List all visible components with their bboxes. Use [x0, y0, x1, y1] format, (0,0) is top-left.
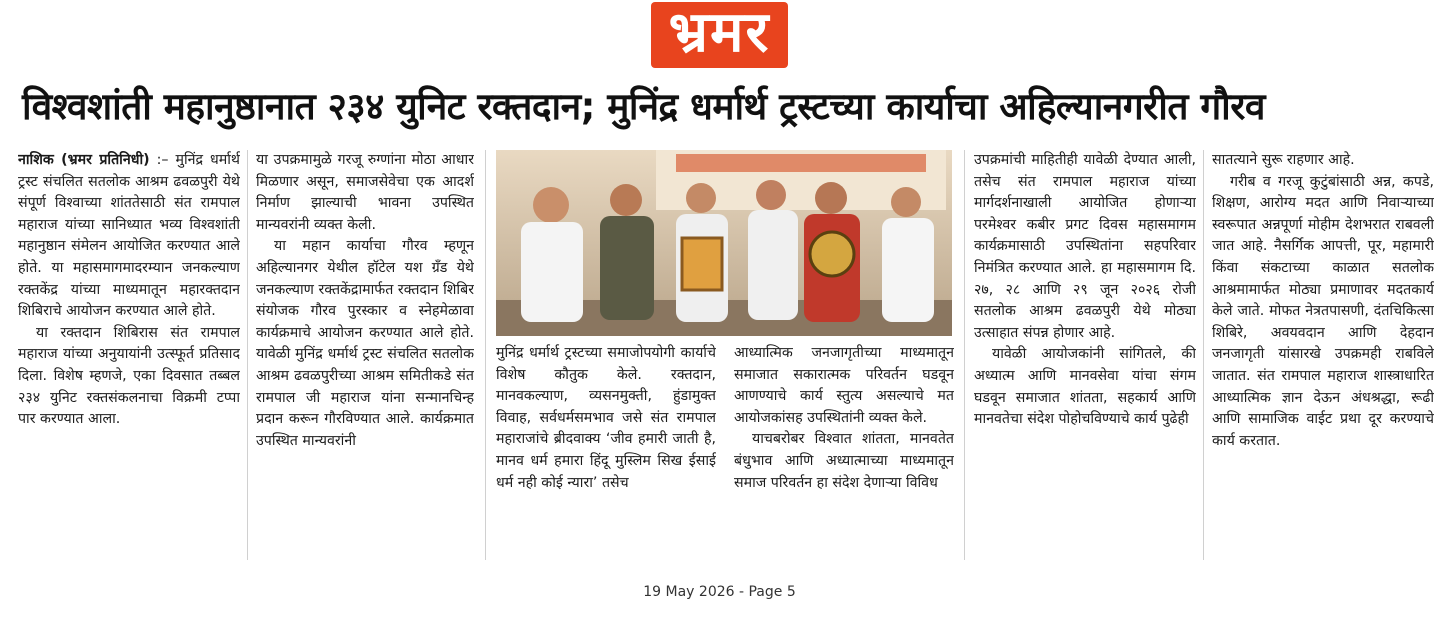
- article-column-3b: [734, 343, 954, 563]
- column-divider: [247, 150, 248, 560]
- paragraph: याचबरोबर विश्वात शांतता, मानवतेत बंधुभाव आणि अध्यात्माच्या माध्यमातून समाज परिवर्तन हा संदेश देणाऱ्या विविध: [734, 431, 954, 491]
- article-column-3a: [496, 343, 716, 563]
- column-divider: [1203, 150, 1204, 560]
- page-footer: 19 May 2026 - Page 5: [643, 584, 796, 600]
- paragraph: सातत्याने सुरू राहणार आहे.: [1212, 152, 1355, 168]
- article-column-4: [974, 150, 1196, 562]
- article-column-5: [1212, 150, 1434, 562]
- paragraph: या महान कार्याचा गौरव म्हणून अहिल्यानगर येथील हॉटेल यश ग्रँड येथे जनकल्याण रक्तकेंद्रामार्फत रक्तदान शिबिर संयोजक गौरव पुरस्कार व स्नेहमेळावा कार्यक्रमाचे आयोजन करण्यात आले होते. यावेळी मुनिंद्र धर्मार्थ ट्रस्ट संचलित सतलोक आश्रम ढवळपुरीच्या आश्रम समितीकडे संत रामपाल जी महाराज यांना सन्मानचिन्ह प्रदान करून गौरविण्यात आले. कार्यक्रमात उपस्थित मान्यवरांनी: [256, 238, 474, 449]
- column-divider: [485, 150, 486, 560]
- article-column-1: [18, 150, 240, 562]
- masthead: [0, 2, 1439, 68]
- paragraph: आध्यात्मिक जनजागृतीच्या माध्यमातून समाजात सकारात्मक परिवर्तन घडवून आणण्याचे कार्य स्तुत्य असल्याचे मत आयोजकांसह उपस्थितांनी व्यक्त केले.: [734, 345, 954, 426]
- newspaper-logo: भ्रमर: [651, 2, 789, 68]
- article-headline: विश्वशांती महानुष्ठानात २३४ युनिट रक्तदान; मुनिंद्र धर्मार्थ ट्रस्टच्या कार्याचा अहिल्यानगरीत गौरव: [22, 85, 1265, 128]
- article-column-2: [256, 150, 474, 562]
- article-photo: [496, 150, 952, 336]
- paragraph: उपक्रमांची माहितीही यावेळी देण्यात आली, तसेच संत रामपाल महाराज यांच्या मार्गदर्शनाखाली आयोजित होणाऱ्या परमेश्वर कबीर प्रगट दिवस महासमागम कार्यक्रमासाठी उपस्थितांना सहपरिवार निमंत्रित करण्यात आले. हा महासमागम दि. २७, २८ आणि २९ जून २०२६ रोजी सतलोक आश्रम ढवळपुरी येथे मोठ्या उत्साहात संपन्न होणार आहे.: [974, 152, 1196, 341]
- paragraph: :– मुनिंद्र धर्मार्थ ट्रस्ट संचलित सतलोक आश्रम ढवळपुरी येथे संपूर्ण विश्वाच्या शांततेसाठी संत रामपाल महाराज यांच्या सानिध्यात भव्य विश्वशांती महानुष्ठान संमेलन आयोजित करण्यात आले होते. या महासमागमादरम्यान जनकल्याण रक्तकेंद्र यांच्या माध्यमातून महारक्तदान शिबिराचे आयोजन करण्यात आले होते.: [18, 152, 240, 320]
- dateline: नाशिक (भ्रमर प्रतिनिधी): [18, 152, 150, 168]
- dateline-paragraph: [18, 150, 240, 323]
- paragraph: या रक्तदान शिबिरास संत रामपाल महाराज यांच्या अनुयायांनी उत्स्फूर्त प्रतिसाद दिला. विशेष म्हणजे, एका दिवसात तब्बल २३४ युनिट रक्तसंकलनाचा विक्रमी टप्पा पार करण्यात आला.: [18, 324, 240, 428]
- paragraph: मुनिंद्र धर्मार्थ ट्रस्टच्या समाजोपयोगी कार्याचे विशेष कौतुक केले. रक्तदान, मानवकल्याण, व्यसनमुक्ती, हुंडामुक्त विवाह, सर्वधर्मसमभाव जसे संत रामपाल महाराजांचे ब्रीदवाक्य ‘जीव हमारी जाती है, मानव धर्म हमारा हिंदू मुस्लिम सिख ईसाई धर्म नही कोई न्यारा’ तसेच: [496, 345, 716, 491]
- paragraph: या उपक्रमामुळे गरजू रुग्णांना मोठा आधार मिळणार असून, समाजसेवेचा एक आदर्श निर्माण झाल्याची भावना उपस्थित मान्यवरांनी व्यक्त केली.: [256, 152, 474, 233]
- ceremony-photo-illustration: [496, 150, 952, 336]
- column-divider: [964, 150, 965, 560]
- paragraph: गरीब व गरजू कुटुंबांसाठी अन्न, कपडे, शिक्षण, आरोग्य मदत आणि निवाऱ्याच्या स्वरूपात अन्नपूर्णा मोहीम देशभरात राबवली जात आहे. नैसर्गिक आपत्ती, पूर, महामारी किंवा संकटाच्या काळात सतलोक आश्रमामार्फत मोठ्या प्रमाणावर मदतकार्य केले जाते. मोफत नेत्रतपासणी, दंतचिकित्सा शिबिरे, अवयवदान आणि देहदान जनजागृती यांसारखे उपक्रमही राबविले जातात. संत रामपाल महाराज शास्त्राधारित आध्यात्मिक ज्ञान देऊन अंधश्रद्धा, रूढी आणि सामाजिक वाईट प्रथा दूर करण्याचे कार्य करतात.: [1212, 173, 1434, 449]
- paragraph: यावेळी आयोजकांनी सांगितले, की अध्यात्म आणि मानवसेवा यांचा संगम घडवून समाजात शांतता, सहकार्य आणि मानवतेचा संदेश पोहोचविण्याचे कार्य पुढेही: [974, 346, 1196, 428]
